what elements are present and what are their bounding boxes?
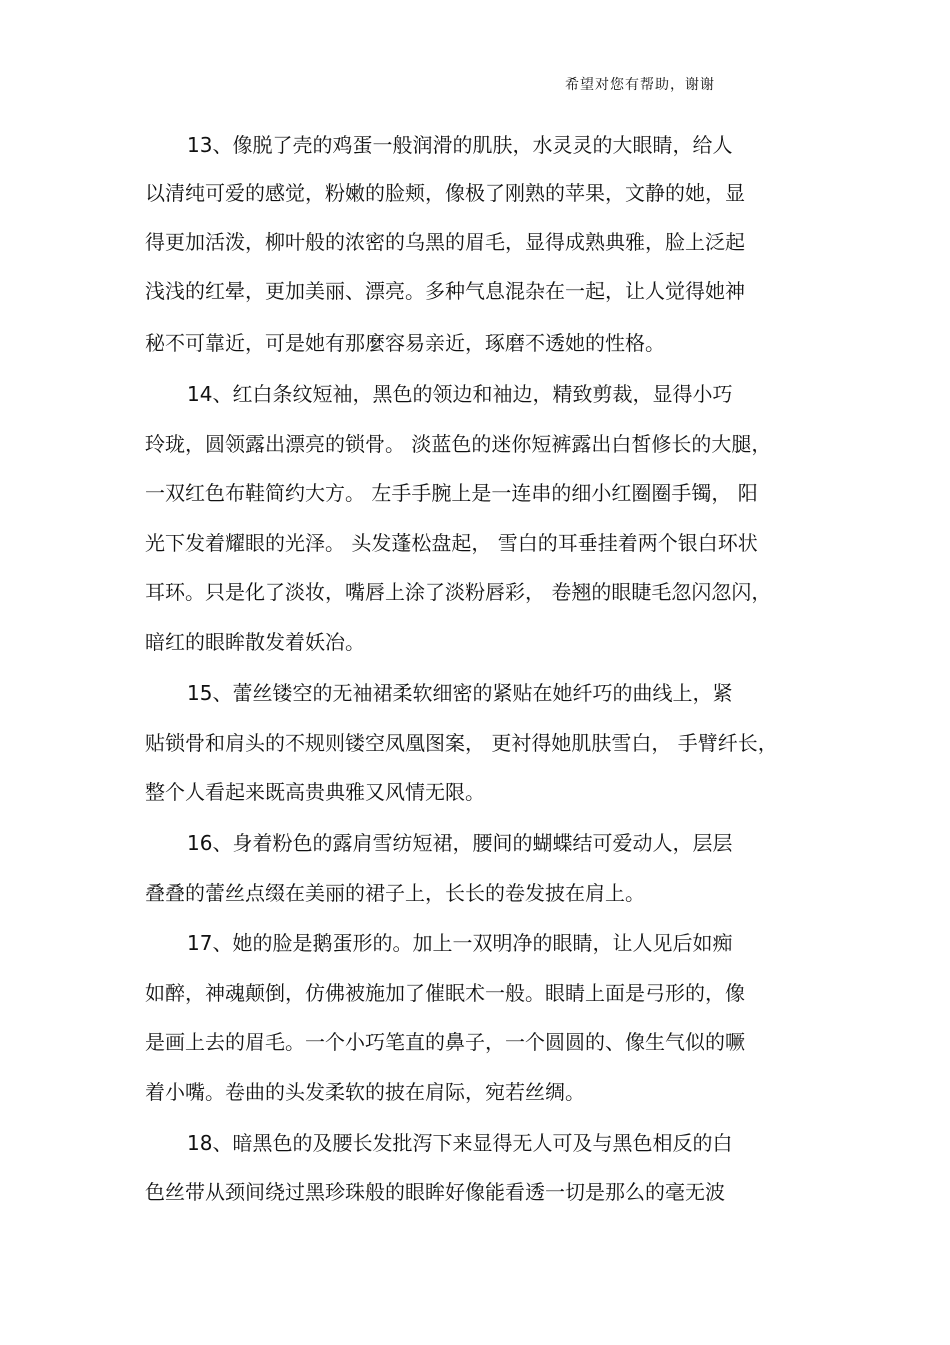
paragraph-14-line-1: 14、红白条纹短袖，黑色的领边和袖边，精致剪裁，显得小巧 <box>187 382 733 406</box>
paragraph-17-line-2: 如醉，神魂颠倒，仿佛被施加了催眠术一般。眼睛上面是弓形的，像 <box>145 981 745 1005</box>
paragraph-14-line-2: 玲珑，圆领露出漂亮的锁骨。 淡蓝色的迷你短裤露出白皙修长的大腿， <box>145 432 772 456</box>
paragraph-16-line-1: 16、身着粉色的露肩雪纺短裙，腰间的蝴蝶结可爱动人，层层 <box>187 831 733 855</box>
paragraph-15-line-2: 贴锁骨和肩头的不规则镂空凤凰图案， 更衬得她肌肤雪白， 手臂纤长， <box>145 731 778 755</box>
paragraph-15-line-3: 整个人看起来既高贵典雅又风情无限。 <box>145 780 485 804</box>
paragraph-13-line-1: 13、像脱了壳的鸡蛋一般润滑的肌肤，水灵灵的大眼睛，给人 <box>187 133 733 157</box>
paragraph-13-line-5: 秘不可靠近，可是她有那麼容易亲近，琢磨不透她的性格。 <box>145 331 665 355</box>
paragraph-18-line-2: 色丝带从颈间绕过黑珍珠般的眼眸好像能看透一切是那么的毫无波 <box>145 1180 725 1204</box>
paragraph-17-line-4: 着小嘴。卷曲的头发柔软的披在肩际，宛若丝绸。 <box>145 1080 585 1104</box>
paragraph-14-line-4: 光下发着耀眼的光泽。 头发蓬松盘起， 雪白的耳垂挂着两个银白环状 <box>145 531 758 555</box>
paragraph-13-line-2: 以清纯可爱的感觉，粉嫩的脸颊，像极了刚熟的苹果，文静的她，显 <box>145 181 745 205</box>
paragraph-13-line-4: 浅浅的红晕，更加美丽、漂亮。多种气息混杂在一起，让人觉得她神 <box>145 279 745 303</box>
paragraph-14-line-5: 耳环。只是化了淡妆，嘴唇上涂了淡粉唇彩， 卷翘的眼睫毛忽闪忽闪， <box>145 580 772 604</box>
paragraph-18-line-1: 18、暗黑色的及腰长发批泻下来显得无人可及与黑色相反的白 <box>187 1131 733 1155</box>
paragraph-14-line-3: 一双红色布鞋简约大方。 左手手腕上是一连串的细小红圈圈手镯， 阳 <box>145 481 758 505</box>
paragraph-17-line-1: 17、她的脸是鹅蛋形的。加上一双明净的眼睛，让人见后如痴 <box>187 931 733 955</box>
header-note: 希望对您有帮助，谢谢 <box>565 77 715 93</box>
paragraph-13-line-3: 得更加活泼，柳叶般的浓密的乌黑的眉毛，显得成熟典雅，脸上泛起 <box>145 230 745 254</box>
paragraph-14-line-6: 暗红的眼眸散发着妖冶。 <box>145 630 365 654</box>
paragraph-17-line-3: 是画上去的眉毛。一个小巧笔直的鼻子，一个圆圆的、像生气似的噘 <box>145 1030 745 1054</box>
paragraph-16-line-2: 叠叠的蕾丝点缀在美丽的裙子上，长长的卷发披在肩上。 <box>145 881 645 905</box>
paragraph-15-line-1: 15、蕾丝镂空的无袖裙柔软细密的紧贴在她纤巧的曲线上，紧 <box>187 681 733 705</box>
